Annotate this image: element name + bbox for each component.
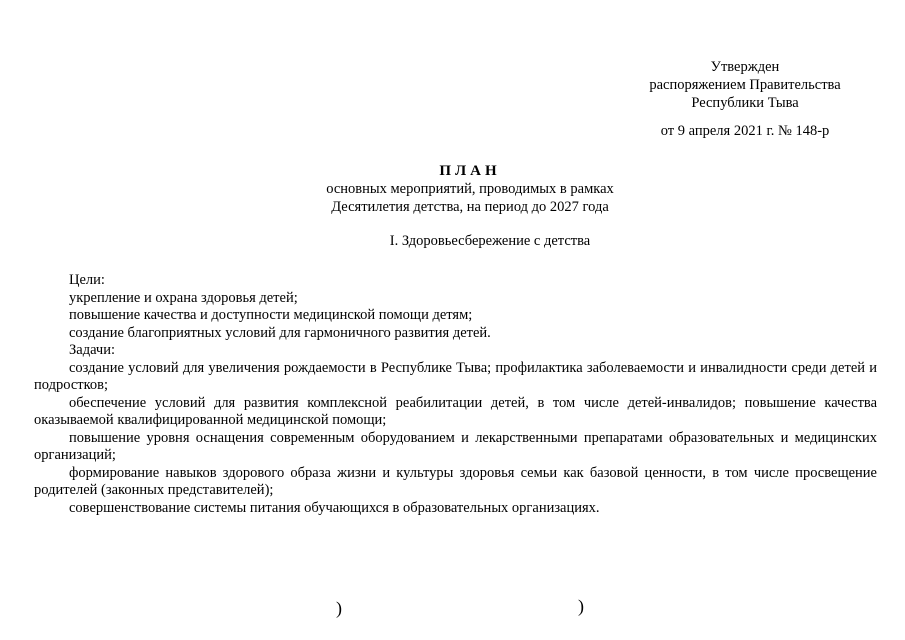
task-item: создание условий для увеличения рождаемости в Республике Тыва; профилактика заболеваемости и инвалидности среди детей и подростков; xyxy=(34,359,877,393)
task-item: совершенствование системы питания обучающихся в образовательных организациях. xyxy=(69,499,600,516)
title-line-2: Десятилетия детства, на период до 2027 года xyxy=(331,199,609,215)
title-plan: ПЛАН xyxy=(439,163,501,179)
tasks-label: Задачи: xyxy=(69,342,116,358)
approval-line-republic: Республики Тыва xyxy=(691,95,799,111)
task-item: повышение уровня оснащения современным оборудованием и лекарственными препаратами образовательных и медицинских организаций; xyxy=(34,429,877,463)
section-body xyxy=(34,272,877,517)
page-mark-left: ) xyxy=(336,598,342,618)
goal-item: укрепление и охрана здоровья детей; xyxy=(69,289,298,306)
title-line-1: основных мероприятий, проводимых в рамках xyxy=(326,181,614,197)
goals-label: Цели: xyxy=(69,272,105,288)
approval-date: от 9 апреля 2021 г. № 148-р xyxy=(660,123,830,139)
goal-item: создание благоприятных условий для гармоничного развития детей. xyxy=(69,324,491,341)
task-item: формирование навыков здорового образа жизни и культуры здоровья семьи как базовой ценности, в том числе просвещение родителей (законных представителей); xyxy=(34,464,877,498)
task-item: обеспечение условий для развития комплексной реабилитации детей, в том числе детей-инвалидов; повышение качества оказываемой квалифицированной медицинской помощи; xyxy=(34,394,877,428)
goal-item: повышение качества и доступности медицинской помощи детям; xyxy=(69,307,473,323)
document-title xyxy=(250,162,690,216)
page-mark-right: ) xyxy=(578,596,584,616)
section-heading: I. Здоровьесбережение с детства xyxy=(389,233,591,249)
approval-line-approved: Утвержден xyxy=(710,59,780,75)
approval-line-order: распоряжением Правительства xyxy=(649,77,841,93)
approval-block xyxy=(625,58,865,140)
